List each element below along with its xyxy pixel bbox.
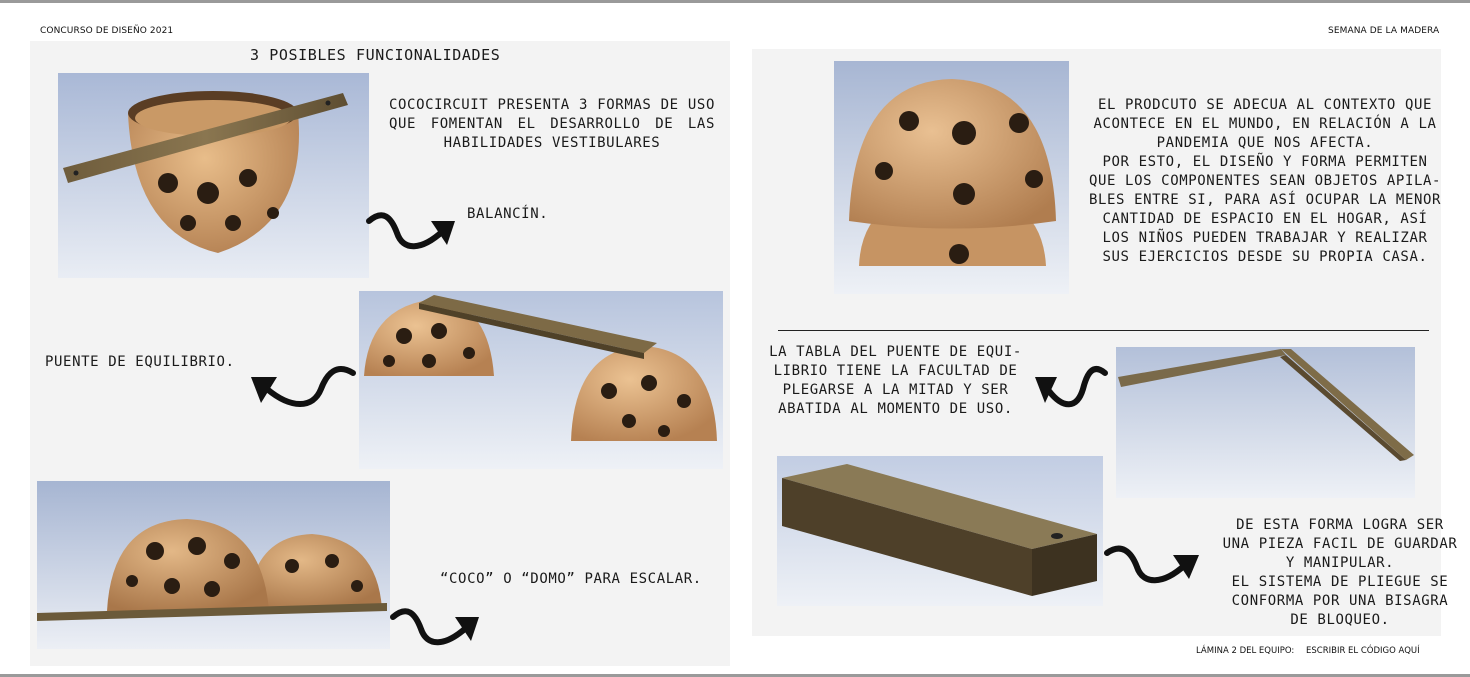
domo-render-image [37, 481, 390, 649]
coco-label: “COCO” O “DOMO” PARA ESCALAR. [440, 571, 702, 587]
forma-line: DE BLOQUEO. [1290, 612, 1390, 628]
header-contest: CONCURSO DE DISEÑO 2021 [40, 26, 174, 36]
closed-plank-render-image [777, 456, 1103, 606]
section-divider [778, 330, 1429, 331]
puente-label: PUENTE DE EQUILIBRIO. [45, 354, 235, 370]
curved-arrow-right-icon [1103, 541, 1203, 589]
folded-plank-render-image [1116, 347, 1415, 498]
context-line: SUS EJERCICIOS DESDE SU PROPIA CASA. [1102, 249, 1428, 265]
stacked-domes-render-image [834, 61, 1069, 294]
forma-line: UNA PIEZA FACIL DE GUARDAR [1222, 536, 1458, 552]
context-line: BLES ENTRE SI, PARA ASÍ OCUPAR LA MENOR [1088, 192, 1442, 208]
context-line: CANTIDAD DE ESPACIO EN EL HOGAR, ASÍ [1102, 211, 1428, 227]
context-line: LOS NIÑOS PUEDEN TRABAJAR Y REALIZAR [1102, 230, 1428, 246]
puente-render-image [359, 291, 723, 469]
forma-line: Y MANIPULAR. [1285, 555, 1395, 571]
tabla-line: ABATIDA AL MOMENTO DE USO. [778, 401, 1013, 417]
context-line: POR ESTO, EL DISEÑO Y FORMA PERMITEN [1102, 154, 1428, 170]
curved-arrow-right-icon [365, 207, 460, 255]
tabla-line: LA TABLA DEL PUENTE DE EQUI- [769, 344, 1022, 360]
balancin-render-image [58, 73, 369, 278]
context-line: EL PRODCUTO SE ADECUA AL CONTEXTO QUE [1097, 97, 1433, 113]
intro-text: COCOCIRCUIT PRESENTA 3 FORMAS DE USO QUE FOMENTAN EL DESARROLLO DE LAS HABILIDADES VESTIBULARES [389, 97, 715, 151]
tabla-text [764, 343, 1027, 419]
curved-arrow-right-icon [389, 603, 484, 651]
tabla-line: PLEGARSE A LA MITAD Y SER [782, 382, 1009, 398]
left-panel-title: 3 POSIBLES FUNCIONALIDADES [250, 46, 501, 64]
forma-line: EL SISTEMA DE PLIEGUE SE [1231, 574, 1449, 590]
top-border [0, 0, 1470, 3]
balancin-label: BALANCÍN. [467, 206, 549, 222]
context-text [1086, 96, 1444, 267]
curved-arrow-left-icon [247, 365, 357, 411]
forma-line: DE ESTA FORMA LOGRA SER [1236, 517, 1444, 533]
curved-arrow-left-icon [1033, 365, 1108, 413]
context-line: PANDEMIA QUE NOS AFECTA. [1156, 135, 1374, 151]
forma-text [1218, 516, 1462, 630]
footer-codigo: ESCRIBIR EL CÓDIGO AQUÍ [1306, 646, 1420, 656]
header-week: SEMANA DE LA MADERA [1328, 26, 1440, 36]
forma-line: CONFORMA POR UNA BISAGRA [1231, 593, 1449, 609]
context-line: QUE LOS COMPONENTES SEAN OBJETOS APILA- [1088, 173, 1442, 189]
tabla-line: LIBRIO TIENE LA FACULTAD DE [773, 363, 1018, 379]
context-line: ACONTECE EN EL MUNDO, EN RELACIÓN A LA [1093, 116, 1437, 132]
footer-lamina: LÁMINA 2 DEL EQUIPO: [1196, 646, 1295, 656]
